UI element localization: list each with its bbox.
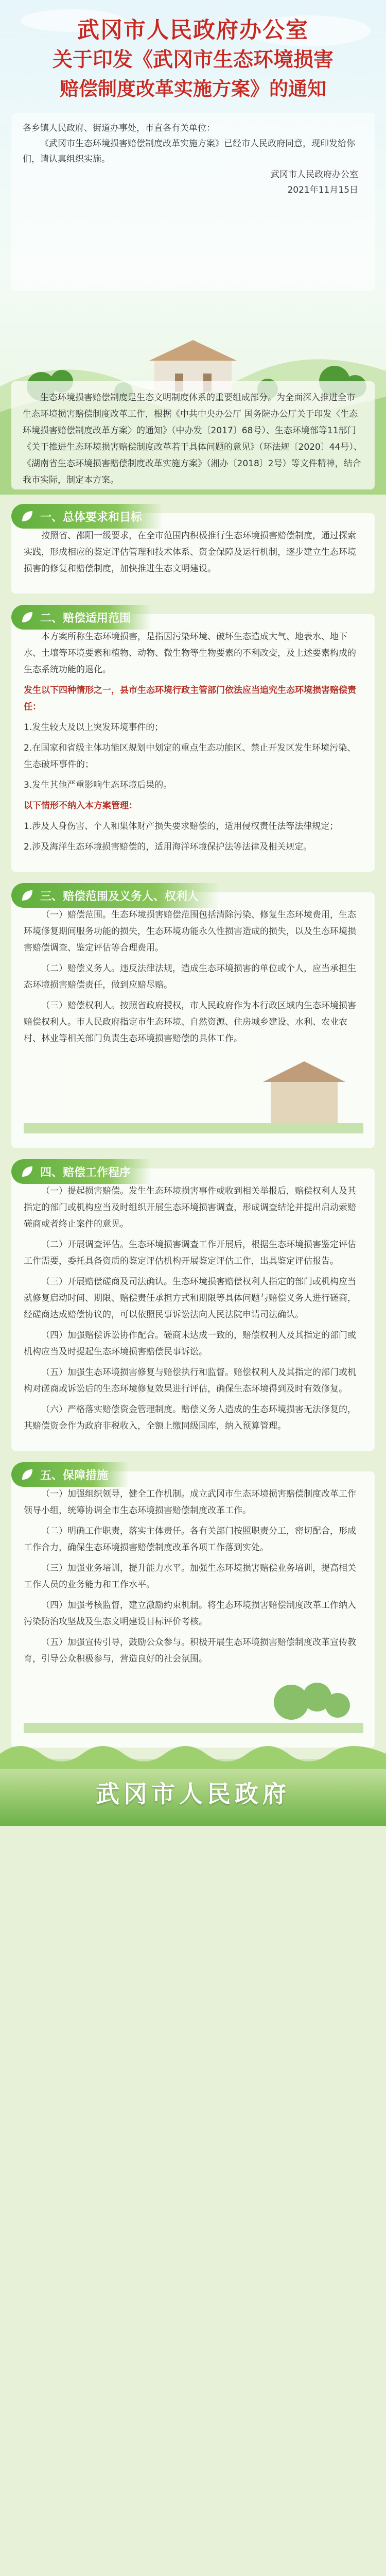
title-block xyxy=(0,15,386,103)
section-overall-requirements xyxy=(11,513,375,594)
leaf-icon xyxy=(20,1467,35,1482)
section-scope xyxy=(11,614,375,872)
section-paragraph: 本方案所称生态环境损害，是指因污染环境、破坏生态造成大气、地表水、地下水、土壤等环境要素和植物、动物、微生物等生物要素的不利改变，及上述要素构成的生态系统功能的退化。 xyxy=(24,632,356,675)
section-paragraph: 按照省、邵阳一级要求，在全市范围内积极推行生态环境损害赔偿制度，通过探索实践，形成相应的鉴定评估管理和技术体系、资金保障及运行机制，逐步建立生态环境损害的修复和赔偿制度，加快推进生态文明建设。 xyxy=(24,531,356,574)
section-procedure xyxy=(11,1168,375,1451)
section-paragraph: （三）开展赔偿磋商及司法确认。生态环境损害赔偿权利人指定的部门或机构应当就修复启动时间、期限、赔偿责任承担方式和期限等具体问题与赔偿义务人进行磋商，经磋商达成赔偿协议的，可以依照民事诉讼法向人民法院申请司法确认。 xyxy=(24,1277,356,1320)
section-paragraph: （四）加强考核监督，建立激励约束机制。将生态环境损害赔偿制度改革工作纳入污染防治攻坚战及生态文明建设目标评价考核。 xyxy=(24,1600,356,1627)
section-title: 五、保障措施 xyxy=(40,1469,109,1482)
section-paragraph: （五）加强宣传引导，鼓励公众参与。积极开展生态环境损害赔偿制度改革宣传教育，引导公众积极参与，营造良好的社会氛围。 xyxy=(24,1637,356,1664)
section-parties xyxy=(11,892,375,1148)
section-subheading: 发生以下四种情形之一，县市生态环境行政主管部门依法应当追究生态环境损害赔偿责任： xyxy=(24,685,356,712)
section-safeguards xyxy=(11,1471,375,1748)
title-line-1: 武冈市人民政府办公室 xyxy=(77,18,309,43)
section-paragraph: （三）加强业务培训，提升能力水平。加强生态环境损害赔偿业务培训，提高相关工作人员的业务能力和工作水平。 xyxy=(24,1563,356,1590)
section-paragraph: （四）加强赔偿诉讼协作配合。磋商未达成一致的，赔偿权利人及其指定的部门或机构应当及时提起生态环境损害赔偿民事诉讼。 xyxy=(24,1330,356,1357)
footer xyxy=(0,1759,386,1826)
section-title: 四、赔偿工作程序 xyxy=(40,1166,131,1179)
header xyxy=(0,0,386,495)
section-paragraph: （二）赔偿义务人。违反法律法规，造成生态环境损害的单位或个人，应当承担生态环境损害赔偿责任，做到应赔尽赔。 xyxy=(24,963,356,990)
section-paragraph: （六）严格落实赔偿资金管理制度。赔偿义务人造成的生态环境损害无法修复的，其赔偿资金作为政府非税收入，全额上缴同级国库，纳入预算管理。 xyxy=(24,1404,356,1431)
leaf-icon xyxy=(20,888,35,903)
leaf-icon xyxy=(20,1164,35,1179)
notice-intro xyxy=(11,113,375,291)
section-paragraph: （一）加强组织领导，健全工作机制。成立武冈市生态环境损害赔偿制度改革工作领导小组，统筹协调全市生态环境损害赔偿制度改革工作。 xyxy=(24,1489,356,1516)
notice-body: 《武冈市生态环境损害赔偿制度改革实施方案》已经市人民政府同意，现印发给你们，请认真组织实施。 xyxy=(23,139,355,164)
recipients: 各乡镇人民政府、街道办事处，市直各有关单位： xyxy=(23,123,215,133)
title-line-3: 赔偿制度改革实施方案》的通知 xyxy=(60,77,326,100)
section-title: 三、赔偿范围及义务人、权利人 xyxy=(40,890,199,903)
section-title-badge xyxy=(11,1159,151,1184)
exclusion-heading: 以下情形不纳入本方案管理： xyxy=(24,801,137,811)
section-title-badge xyxy=(11,605,151,630)
list-item: 3.发生其他严重影响生态环境后果的。 xyxy=(24,780,172,790)
issuer: 武冈市人民政府办公室 xyxy=(271,170,358,180)
section-title-badge xyxy=(11,1462,129,1487)
section-paragraph: （五）加强生态环境损害修复与赔偿执行和监督。赔偿权利人及其指定的部门或机构对磋商或诉讼后的生态环境修复效果进行评估，确保生态环境得到及时有效修复。 xyxy=(24,1367,356,1394)
section-title: 二、赔偿适用范围 xyxy=(40,612,131,625)
pavilion-illustration xyxy=(24,1051,363,1133)
list-item: 2.涉及海洋生态环境损害赔偿的，适用海洋环境保护法等法律及相关规定。 xyxy=(24,842,312,852)
section-title-badge xyxy=(11,504,163,529)
list-item: 1.发生较大及以上突发环境事件的； xyxy=(24,722,164,733)
title-line-2: 关于印发《武冈市生态环境损害 xyxy=(52,48,334,72)
grass-decoration xyxy=(0,1738,386,1769)
leaf-icon xyxy=(20,609,35,625)
section-title: 一、总体要求和目标 xyxy=(40,511,143,524)
preamble: 生态环境损害赔偿制度是生态文明制度体系的重要组成部分。为全面深入推进全市生态环境损害赔偿制度改革工作，根据《中共中央办公厅 国务院办公厅关于印发〈生态环境损害赔偿制度改革方案〉的通知》（中办发〔2017〕68号）、生态环境部等11部门《关于推进生态环境损害赔偿制度改革若干具体问题的意见》（环法规〔2020〕44号）、《湖南省生态环境损害赔偿制度改革实施方案》（湘办〔2018〕2号）等文件精神，结合我市实际，制定本方案。 xyxy=(11,381,375,489)
section-paragraph: （二）开展调查评估。生态环境损害调查工作开展后，根据生态环境损害鉴定评估工作需要，委托具备资质的鉴定评估机构开展鉴定评估工作，出具鉴定评估报告。 xyxy=(24,1240,356,1266)
section-title-badge xyxy=(11,883,219,908)
section-paragraph: （一）提起损害赔偿。发生生态环境损害事件或收到相关举报后，赔偿权利人及其指定的部门或机构应当及时组织开展生态环境损害调查，形成调查结论并提出启动索赔磋商或者终止案件的意见。 xyxy=(24,1186,356,1229)
section-paragraph: （三）赔偿权利人。按照省政府授权，市人民政府作为本行政区域内生态环境损害赔偿权利人。市人民政府指定市生态环境、自然资源、住房城乡建设、水利、农业农村、林业等相关部门负责生态环境损害赔偿的具体工作。 xyxy=(24,1001,356,1044)
list-item: 2.在国家和省级主体功能区规划中划定的重点生态功能区、禁止开发区发生环境污染、生态破坏事件的； xyxy=(24,743,356,770)
list-item: 1.涉及人身伤害、个人和集体财产损失要求赔偿的，适用侵权责任法等法律规定； xyxy=(24,821,339,832)
issue-date: 2021年11月15日 xyxy=(287,185,358,195)
section-paragraph: （一）赔偿范围。生态环境损害赔偿范围包括清除污染、修复生态环境费用，生态环境修复期间服务功能的损失，生态环境功能永久性损害造成的损失，以及生态环境损害赔偿调查、鉴定评估等合理费用。 xyxy=(24,910,356,953)
trees-illustration xyxy=(24,1671,363,1733)
section-paragraph: （二）明确工作职责，落实主体责任。各有关部门按照职责分工，密切配合，形成工作合力，确保生态环境损害赔偿制度改革各项工作落到实处。 xyxy=(24,1526,356,1553)
leaf-icon xyxy=(20,509,35,524)
footer-title: 武冈市人民政府 xyxy=(96,1780,290,1808)
